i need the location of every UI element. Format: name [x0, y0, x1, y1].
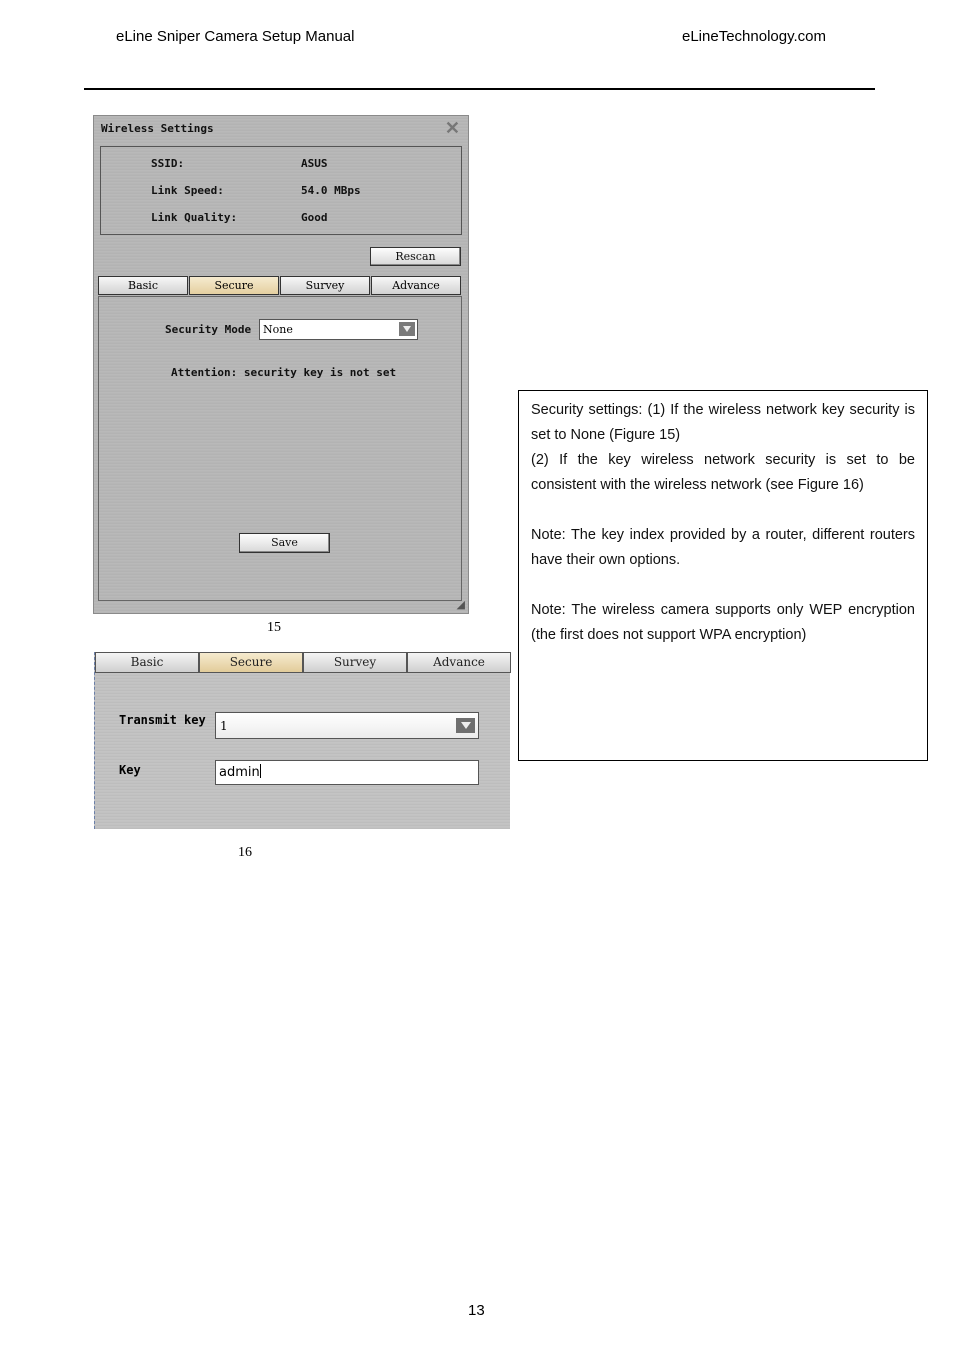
connection-info-box [100, 146, 462, 235]
tab-survey[interactable]: Survey [280, 276, 370, 295]
note-paragraph-1: Security settings: (1) If the wireless network key security is set to None (Figure 15) [531, 402, 915, 443]
key-input[interactable] [215, 760, 479, 785]
tab-advance[interactable]: Advance [407, 652, 511, 673]
transmit-key-value: 1 [220, 719, 228, 733]
header-title: eLine Sniper Camera Setup Manual [116, 28, 355, 45]
security-mode-select[interactable] [259, 319, 418, 340]
secure-tab-content [98, 296, 462, 601]
header-rule [84, 88, 875, 90]
figure-16-caption: 16 [238, 845, 252, 860]
link-speed-value: 54.0 MBps [301, 184, 361, 197]
note-paragraph-3: Note: The key index provided by a router, different routers have their own options. [531, 527, 915, 568]
key-value: admin [219, 765, 260, 780]
tab-basic[interactable]: Basic [95, 652, 199, 673]
link-speed-label: Link Speed: [151, 184, 224, 197]
link-quality-label: Link Quality: [151, 211, 238, 224]
security-mode-value: None [263, 323, 293, 336]
tab-secure[interactable]: Secure [189, 276, 279, 295]
attention-message: Attention: security key is not set [171, 366, 397, 379]
header-website: eLineTechnology.com [682, 28, 826, 45]
ssid-value: ASUS [301, 157, 328, 170]
tab-basic[interactable]: Basic [98, 276, 188, 295]
chevron-down-icon[interactable] [399, 322, 415, 336]
link-quality-value: Good [301, 211, 328, 224]
secure-settings-panel [94, 652, 510, 829]
save-button[interactable]: Save [239, 533, 330, 553]
note-paragraph-2: (2) If the key wireless network security is set to be consistent with the wireless network (see Figure 16) [531, 452, 915, 493]
security-mode-label: Security Mode [165, 323, 252, 336]
note-paragraph-4: Note: The wireless camera supports only WEP encryption (the first does not support WPA encryption) [531, 602, 915, 643]
security-notes-box [518, 390, 928, 761]
transmit-key-label: Transmit key [119, 713, 206, 727]
tab-secure[interactable]: Secure [199, 652, 303, 673]
tab-advance[interactable]: Advance [371, 276, 461, 295]
tab-survey[interactable]: Survey [303, 652, 407, 673]
rescan-button[interactable]: Rescan [370, 247, 461, 266]
dialog-title: Wireless Settings [101, 122, 214, 135]
key-label: Key [119, 763, 141, 777]
figure-15-caption: 15 [267, 620, 281, 635]
chevron-down-icon[interactable] [456, 718, 475, 733]
wireless-settings-dialog [93, 115, 469, 614]
ssid-label: SSID: [151, 157, 185, 170]
close-icon[interactable]: ✕ [444, 118, 460, 138]
text-cursor [260, 764, 261, 778]
resize-grip-icon[interactable]: ◢ [456, 599, 465, 611]
transmit-key-select[interactable] [215, 712, 479, 739]
page-number: 13 [468, 1302, 485, 1319]
